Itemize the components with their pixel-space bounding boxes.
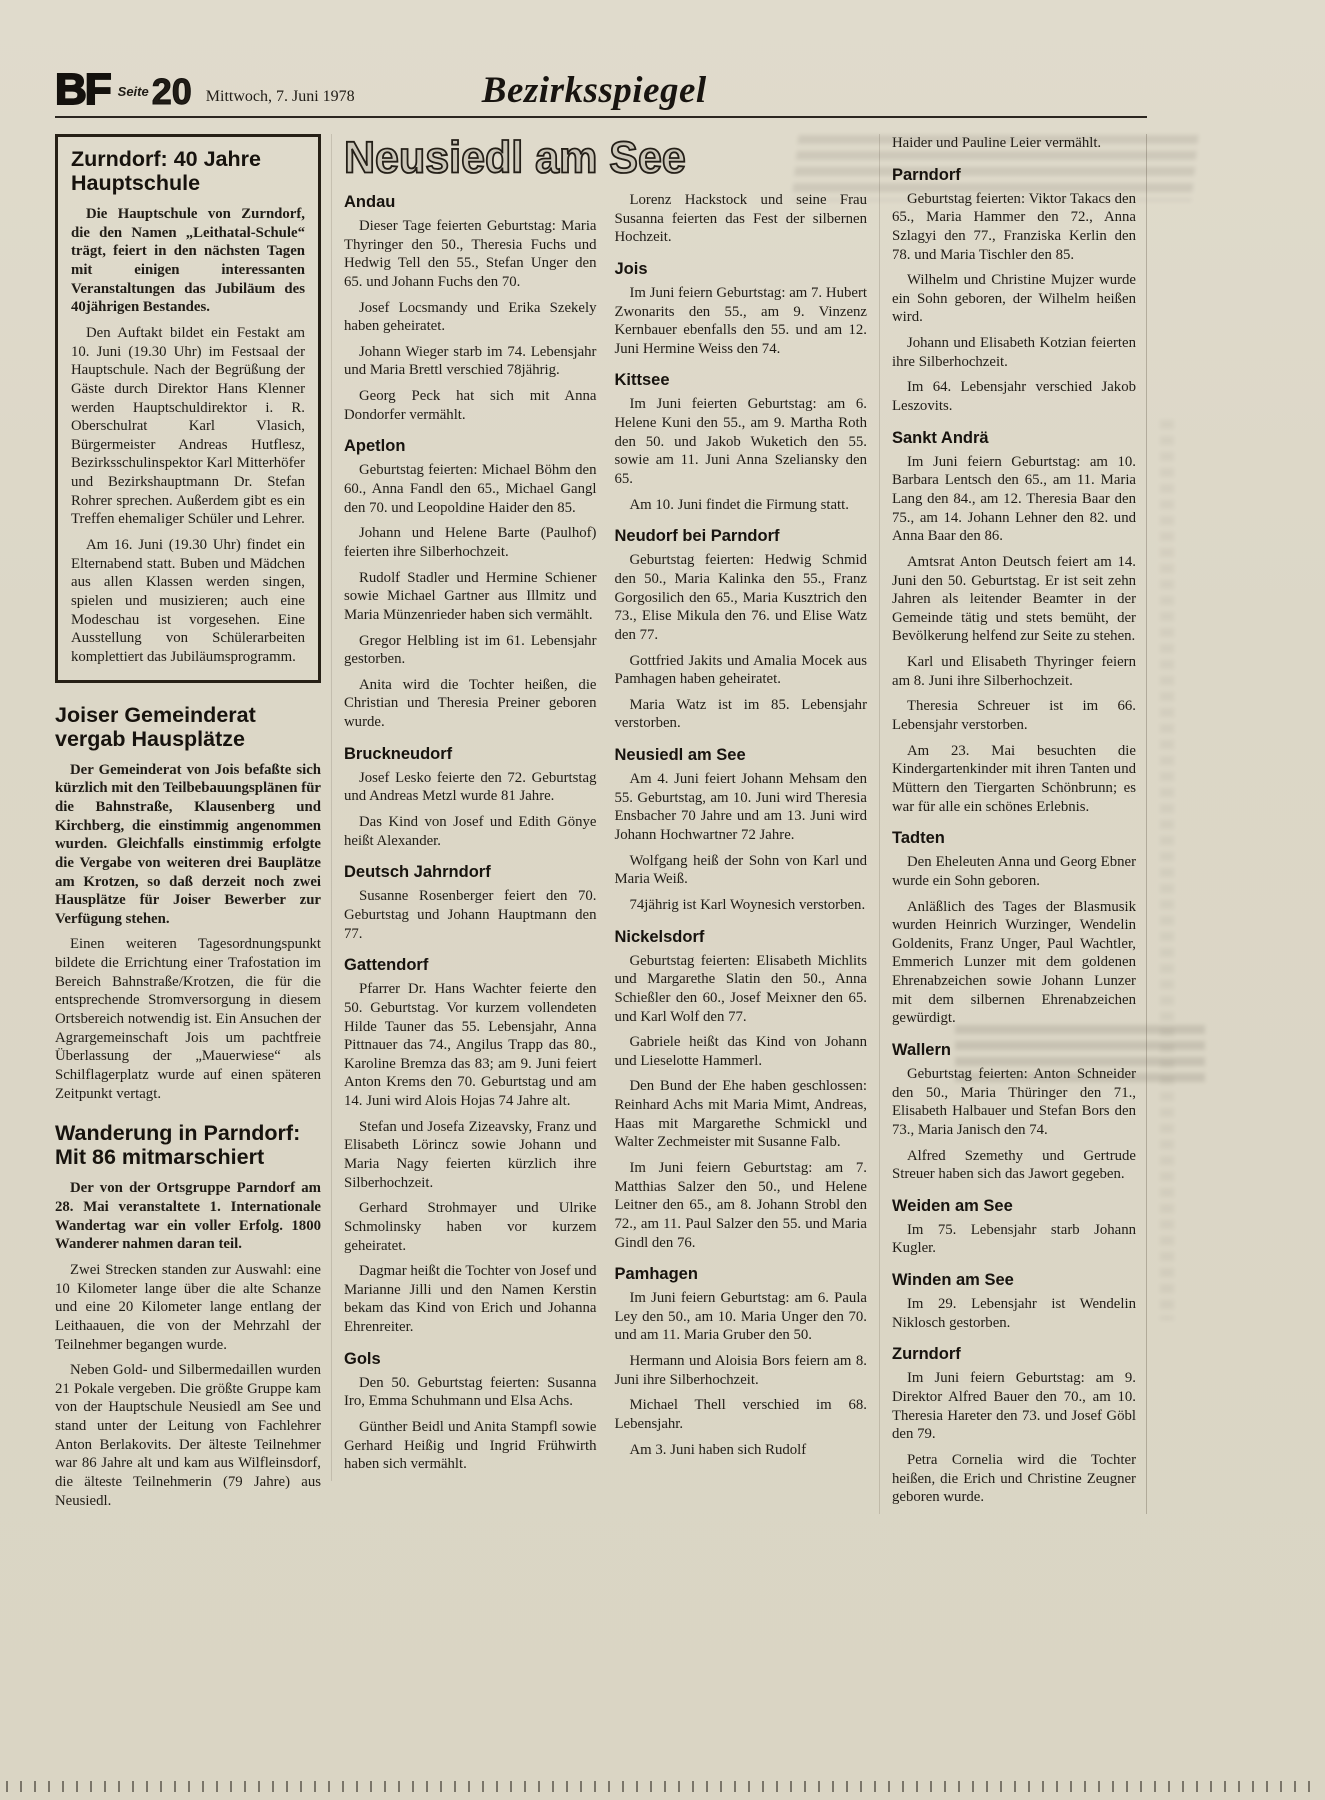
article-paragraph: Der von der Ortsgruppe Parndorf am 28. Mai veranstaltete 1. Internationale Wandertag war ein voller Erfolg. 1800 Wanderer nahmen daran teil. — [55, 1180, 321, 1253]
perforation-tick-row — [6, 1781, 1319, 1792]
news-paragraph: Gerhard Strohmayer und Ulrike Schmolinsky haben vor kurzem geheiratet. — [344, 1200, 597, 1254]
news-paragraph: Haider und Pauline Leier vermählt. — [892, 135, 1102, 151]
news-paragraph: Günther Beidl und Anita Stampfl sowie Gerhard Heißig und Ingrid Frühwirth haben sich vermählt. — [344, 1419, 597, 1473]
article-wanderung-parndorf — [55, 1121, 321, 1510]
page-number: 20 — [151, 70, 192, 112]
bf-logo: BF — [55, 64, 110, 114]
region-column-2 — [344, 191, 597, 1481]
news-paragraph: Geburtstag feierten: Hedwig Schmid den 50., Maria Kalinka den 55., Franz Gorgosilich den 65., Maria Kusztrich den 73., Elise Mikula den 76. und Elise Watz den 77. — [614, 552, 867, 643]
news-paragraph: Hermann und Aloisia Bors feiern am 8. Juni ihre Silberhochzeit. — [614, 1353, 867, 1388]
news-paragraph: Im 64. Lebensjahr verschied Jakob Leszovits. — [892, 379, 1136, 415]
town-heading: Gattendorf — [344, 956, 429, 975]
news-paragraph: Geburtstag feierten: Elisabeth Michlits und Margarethe Slatin den 50., Anna Schießler den 60., Josef Meixner den 65. und Karl Wolf den 77. — [614, 952, 867, 1025]
town-heading: Apetlon — [344, 437, 406, 456]
masthead — [55, 58, 1147, 118]
town-heading: Pamhagen — [614, 1265, 698, 1284]
news-paragraph: Gregor Helbling ist im 61. Lebensjahr gestorben. — [344, 632, 597, 668]
print-bleed-smudge — [1160, 420, 1174, 1320]
page-content — [55, 134, 1147, 1528]
town-heading: Neusiedl am See — [614, 746, 746, 765]
news-paragraph: Gottfried Jakits und Amalia Mocek aus Pamhagen haben geheiratet. — [614, 652, 867, 688]
town-heading: Weiden am See — [892, 1196, 1013, 1215]
news-paragraph: Im Juni feiern Geburtstag: am 6. Paula Ley den 50., am 10. Maria Unger den 70. und am 11. Maria Gruber den 50. — [614, 1290, 867, 1344]
news-paragraph: Stefan und Josefa Zizeavsky, Franz und Elisabeth Lörincz sowie Johann und Maria Nagy feierten kürzlich ihre Silberhochzeit. — [344, 1118, 597, 1191]
article-paragraph: Einen weiteren Tagesordnungspunkt bildete die Errichtung einer Trafostation im Bereich Bahnstraße/Krotzen, die für die entsprechende Stromversorgung in diesem Ortsbereich notwendig ist. Ein Ansuchen der Agrargemeinschaft Jois um pachtfreie Überlassung der „Mauerwiese“ als Schilflagerplatz wurde auf einen späteren Zeitpunkt vertagt. — [55, 936, 321, 1102]
news-paragraph: Im 29. Lebensjahr ist Wendelin Niklosch gestorben. — [892, 1296, 1136, 1331]
news-paragraph: Johann Wieger starb im 74. Lebensjahr und Maria Brettl verschied 78jährig. — [344, 343, 597, 379]
news-paragraph: Michael Thell verschied im 68. Lebensjahr. — [614, 1397, 867, 1433]
news-paragraph: Den Eheleuten Anna und Georg Ebner wurde ein Sohn geboren. — [892, 854, 1136, 889]
region-title: Neusiedl am See — [344, 132, 686, 183]
news-paragraph: Im Juni feiern Geburtstag: am 7. Matthias Salzer den 50., und Helene Leitner den 65., am 8. Johann Strobl den 72., am 11. Paul Salzer den 55. und Maria Gindl den 76. — [614, 1159, 867, 1251]
news-paragraph: Alfred Szemethy und Gertrude Streuer haben sich das Jawort gegeben. — [892, 1147, 1136, 1183]
news-paragraph: Pfarrer Dr. Hans Wachter feierte den 50. Geburtstag. Vor kurzem vollendeten Hilde Tauner das 55. Lebensjahr, Anna Pittnauer das 74., Angilus Trapp das 80., Karoline Bremza das 83; am 9. Juni feiert Anton Krems den 70. Geburtstag und am 14. Juni wird Alois Hojas 74 Jahre alt. — [344, 981, 597, 1110]
town-heading: Zurndorf — [892, 1345, 961, 1364]
town-heading: Wallern — [892, 1040, 951, 1059]
article-zurndorf-40-jahre-hauptschule — [55, 134, 321, 683]
article-paragraph: Neben Gold- und Silbermedaillen wurden 21 Pokale vergeben. Die größte Gruppe kam von der Hauptschule Neusiedl am See und stand unter der Leitung von Fachlehrer Anton Berlakovits. Der älteste Teilnehmer war 86 Jahre alt und kam aus Wilfleinsdorf, die älteste Teilnehmerin (79 Jahre) aus Neusiedl. — [55, 1362, 321, 1509]
news-paragraph: Am 10. Juni findet die Firmung statt. — [629, 496, 849, 513]
news-paragraph: Im Juni feiern Geburtstag: am 9. Direktor Alfred Bauer den 70., am 10. Theresia Hareter den 73. und Josef Göbl den 79. — [892, 1370, 1136, 1443]
town-heading: Deutsch Jahrndorf — [344, 863, 491, 882]
masthead-left — [55, 64, 355, 114]
article-joiser-gemeinderat — [55, 703, 321, 1104]
town-heading: Parndorf — [892, 165, 961, 184]
news-paragraph: Dagmar heißt die Tochter von Josef und Marianne Jilli und den Namen Kerstin bekam das Kind von Erich und Johanna Ehrenreiter. — [344, 1263, 597, 1336]
article-paragraph: Die Hauptschule von Zurndorf, die den Namen „Leithatal-Schule“ trägt, feiert in den nächsten Tagen mit einigen interessanten Veranstaltungen das Jubiläum des 40jährigen Bestandes. — [71, 206, 305, 316]
issue-date: Mittwoch, 7. Juni 1978 — [205, 88, 355, 105]
news-paragraph: Lorenz Hackstock und seine Frau Susanna feierten das Fest der silbernen Hochzeit. — [614, 192, 867, 246]
news-paragraph: Gabriele heißt das Kind von Johann und Lieselotte Hammerl. — [614, 1034, 867, 1069]
news-paragraph: Im Juni feiern Geburtstag: am 10. Barbara Lentsch den 65., am 11. Maria Lang den 84., am 12. Theresia Baar den 75., am 14. Johann Lehner den 82. und Anna Baar den 86. — [892, 453, 1136, 545]
news-paragraph: Im 75. Lebensjahr starb Johann Kugler. — [892, 1221, 1136, 1257]
news-paragraph: Amtsrat Anton Deutsch feiert am 14. Juni den 50. Geburtstag. Er ist seit zehn Jahren als leitender Beamter in der Gemeinde tätig und stets bemüht, der Bevölkerung helfend zur Seite zu stehen. — [892, 553, 1136, 645]
town-heading: Andau — [344, 193, 396, 211]
news-paragraph: 74jährig ist Karl Woynesich verstorben. — [629, 896, 866, 913]
news-paragraph: Das Kind von Josef und Edith Gönye heißt Alexander. — [344, 814, 597, 849]
news-paragraph: Im Juni feierten Geburtstag: am 6. Helene Kuni den 55., am 9. Martha Roth den 50. und Jakob Wuketich den 55. sowie am 11. Juni Anna Szeliansky den 65. — [614, 396, 867, 488]
left-column — [55, 134, 331, 1528]
news-paragraph: Den Bund der Ehe haben geschlossen: Reinhard Achs mit Maria Mimt, Andreas, Haas mit Margarethe Schmickl und Walter Zechmeister mit Susanne Falb. — [614, 1078, 867, 1151]
news-paragraph: Johann und Elisabeth Kotzian feierten ihre Silberhochzeit. — [892, 335, 1136, 370]
news-paragraph: Maria Watz ist im 85. Lebensjahr verstorben. — [614, 696, 867, 732]
town-heading: Sankt Andrä — [892, 428, 989, 447]
news-paragraph: Am 4. Juni feiert Johann Mehsam den 55. Geburtstag, am 10. Juni wird Theresia Ensbacher 70 Jahre und am 13. Juni wird Johann Hochwartner 72 Jahre. — [614, 771, 867, 844]
news-paragraph: Georg Peck hat sich mit Anna Dondorfer vermählt. — [344, 388, 597, 423]
news-paragraph: Dieser Tage feierten Geburtstag: Maria Thyringer den 50., Theresia Fuchs und Hedwig Tell den 55., Stefan Unger den 65. und Johann Fuchs den 70. — [344, 218, 597, 290]
news-paragraph: Den 50. Geburtstag feierten: Susanna Iro, Emma Schuhmann und Elsa Achs. — [344, 1374, 597, 1410]
news-paragraph: Petra Cornelia wird die Tochter heißen, die Erich und Christine Zeugner geboren wurde. — [892, 1451, 1136, 1506]
town-heading: Gols — [344, 1349, 381, 1368]
news-paragraph: Geburtstag feierten: Michael Böhm den 60., Anna Fandl den 65., Michael Gangl den 70. und Leopoldine Haider den 85. — [344, 462, 597, 516]
news-paragraph: Am 3. Juni haben sich Rudolf — [629, 1441, 807, 1458]
article-headline: Zurndorf: 40 Jahre Hauptschule — [71, 147, 261, 196]
article-paragraph: Den Auftakt bildet ein Festakt am 10. Juni (19.30 Uhr) im Festsaal der Hauptschule. Nach der Begrüßung der Gäste durch Direktor Hans Klenner werden Hauptschuldirektor i. R. Oberschulrat Karl Vlasich, Bürgermeister Andreas Hutflesz, Bezirksschulinspektor Karl Mitterhöfer und Bezirkshauptmann Dr. Stefan Rohrer sprechen. Außerdem gibt es ein Treffen ehemaliger Schüler und Lehrer. — [71, 325, 305, 528]
news-paragraph: Wilhelm und Christine Mujzer wurde ein Sohn geboren, der Wilhelm heißen wird. — [892, 272, 1136, 326]
article-headline: Joiser Gemeinderat vergab Hausplätze — [55, 702, 256, 751]
town-heading: Neudorf bei Parndorf — [614, 527, 780, 546]
news-paragraph: Am 23. Mai besuchten die Kindergartenkinder mit ihren Tanten und Müttern den Tiergarten Schönbrunn; es war für alle ein schönes Erlebnis. — [892, 742, 1136, 815]
town-heading: Jois — [614, 259, 648, 278]
news-paragraph: Susanne Rosenberger feiert den 70. Geburtstag und Johann Hauptmann den 77. — [344, 888, 597, 942]
news-paragraph: Geburtstag feierten: Viktor Takacs den 65., Maria Hammer den 72., Anna Szlagyi den 77., Franziska Kerlin den 78. und Maria Tischler den 85. — [892, 190, 1136, 263]
page-label: Seite — [117, 84, 149, 99]
region-column-3 — [615, 191, 868, 1481]
article-paragraph: Zwei Strecken standen zur Auswahl: eine 10 Kilometer lange über die alte Schanze und eine 20 Kilometer lange entlang der Leithaauen, die von der Mehrzahl der Teilnehmer begangen wurde. — [55, 1261, 321, 1353]
news-paragraph: Anita wird die Tochter heißen, die Christian und Theresia Preiner geboren wurde. — [344, 676, 597, 731]
region-section — [331, 134, 879, 1481]
news-paragraph: Geburtstag feierten: Anton Schneider den 50., Maria Thüringer den 71., Elisabeth Halbauer und Stefan Bors den 73., Maria Janisch den 74. — [892, 1065, 1136, 1138]
news-paragraph: Theresia Schreuer ist im 66. Lebensjahr verstorben. — [892, 698, 1136, 734]
news-paragraph: Karl und Elisabeth Thyringer feiern am 8. Juni ihre Silberhochzeit. — [892, 654, 1136, 689]
news-paragraph: Wolfgang heiß der Sohn von Karl und Maria Weiß. — [614, 852, 867, 888]
region-column-4 — [879, 134, 1147, 1514]
town-heading: Bruckneudorf — [344, 744, 453, 763]
article-headline: Wanderung in Parndorf: Mit 86 mitmarschiert — [55, 1121, 301, 1170]
town-heading: Kittsee — [614, 371, 670, 390]
news-paragraph: Anläßlich des Tages der Blasmusik wurden Heinrich Wurzinger, Wendelin Goldenits, Franz Unger, Paul Wachtler, Emmerich Lunzer mit dem goldenen Ehrenabzeichen sowie Johann Lunzer mit dem silbernen Ehrenabzeichen gewürdigt. — [892, 898, 1136, 1027]
town-heading: Nickelsdorf — [614, 927, 705, 946]
article-paragraph: Der Gemeinderat von Jois befaßte sich kürzlich mit den Teilbebauungsplänen für die Bahnstraße, Klausenberg und Kirchberg, die einstimmig angenommen wurden. Gleichfalls einstimmig erfolgte die Vergabe von weiteren drei Bauplätze am Krotzen, so daß derzeit noch zwei Hausplätze für Joiser Bewerber zur Verfügung stehen. — [55, 761, 321, 927]
article-paragraph: Am 16. Juni (19.30 Uhr) findet ein Elternabend statt. Buben und Mädchen aus allen Klassen werden singen, spielen und musizieren; auch eine Modeschau ist vorgesehen. Eine Ausstellung von Schülerarbeiten komplettiert das Jubiläumsprogramm. — [71, 537, 305, 665]
news-paragraph: Rudolf Stadler und Hermine Schiener sowie Michael Gartner aus Illmitz und Maria Münzenrieder haben sich vermählt. — [344, 569, 597, 623]
region-middle-columns — [344, 191, 867, 1481]
town-heading: Winden am See — [892, 1271, 1014, 1290]
news-paragraph: Josef Locsmandy und Erika Szekely haben geheiratet. — [344, 299, 597, 335]
news-paragraph: Josef Lesko feierte den 72. Geburtstag und Andreas Metzl wurde 81 Jahre. — [344, 769, 597, 805]
town-heading: Tadten — [892, 829, 945, 848]
news-paragraph: Johann und Helene Barte (Paulhof) feierten ihre Silberhochzeit. — [344, 525, 597, 560]
news-paragraph: Im Juni feiern Geburtstag: am 7. Hubert Zwonarits den 55., am 9. Vinzenz Kernbauer ebenfalls den 55. und am 12. Juni Hermine Weiss den 74. — [614, 284, 867, 357]
section-title: Bezirksspiegel — [481, 70, 707, 111]
